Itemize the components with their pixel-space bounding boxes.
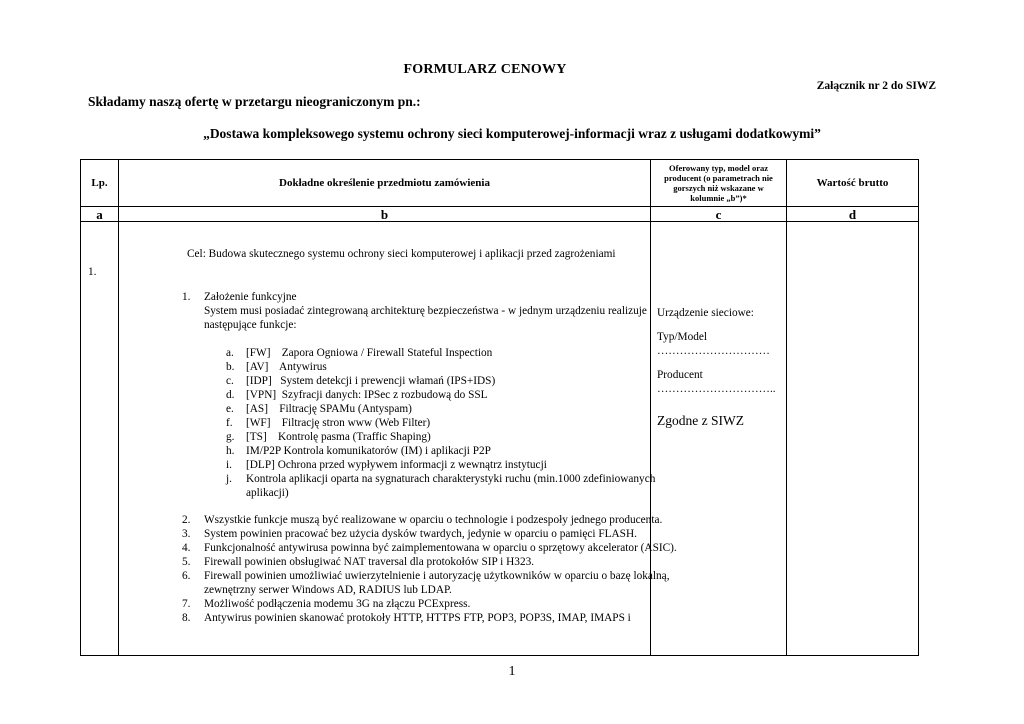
function-text: [DLP] Ochrona przed wypływem informacji z wewnątrz instytucji	[246, 459, 547, 471]
requirement-text: System powinien pracować bez użycia dysków twardych, jedynie w oparciu o pamięci FLASH.	[204, 528, 637, 540]
row-description-cell	[119, 222, 677, 656]
function-text: Kontrola aplikacji oparta na sygnaturach charakterystyki ruchu (min.1000 zdefiniowanych aplikacji)	[246, 473, 659, 499]
header-gross-value: Wartość brutto	[787, 160, 919, 207]
function-letter: i.	[226, 459, 232, 471]
function-letter: c.	[226, 375, 234, 387]
requirement-text: Wszystkie funkcje muszą być realizowane w oparciu o technologie i podzespoły jednego producenta.	[204, 514, 663, 526]
letter-d: d	[787, 207, 919, 222]
function-item	[226, 388, 682, 402]
function-letter: h.	[226, 445, 235, 457]
function-item	[226, 458, 682, 472]
function-text: [VPN] Szyfracji danych: IPSec z rozbudową do SSL	[246, 389, 488, 401]
function-text: [WF] Filtrację stron www (Web Filter)	[246, 417, 431, 429]
type-model-label: Typ/Model	[657, 331, 708, 343]
header-offered-model: Oferowany typ, model oraz producent (o parametrach nie gorszych niż wskazane w kolumnie „b”)*	[651, 160, 787, 207]
form-title: FORMULARZ CENOWY	[403, 62, 567, 77]
function-text: [IDP] System detekcji i prewencji włamań (IPS+IDS)	[246, 375, 496, 387]
function-letter: g.	[226, 431, 235, 443]
table-row	[81, 222, 919, 656]
requirement-number: 8.	[182, 612, 191, 624]
function-letter: d.	[226, 389, 235, 401]
compliance-text: Zgodne z SIWZ	[657, 413, 744, 428]
func-number: 1.	[182, 291, 191, 303]
producer-field: …………………………..	[657, 383, 776, 395]
functions-list	[226, 346, 682, 500]
requirement-item	[182, 597, 702, 611]
price-table	[80, 159, 919, 656]
function-text: [TS] Kontrolę pasma (Traffic Shaping)	[246, 431, 431, 443]
function-text: [AV] Antywirus	[246, 361, 327, 373]
requirement-text: Możliwość podłączenia modemu 3G na złączu PCExpress.	[204, 598, 471, 610]
table-header-row	[81, 160, 919, 207]
function-letter: b.	[226, 361, 235, 373]
requirement-item	[182, 513, 702, 527]
function-text: IM/P2P Kontrola komunikatorów (IM) i aplikacji P2P	[246, 445, 491, 457]
function-letter: f.	[226, 417, 233, 429]
goal-text: Cel: Budowa skutecznego systemu ochrony sieci komputerowej i aplikacji przed zagrożeniami	[187, 248, 616, 260]
type-model-field: …………………………	[657, 345, 770, 357]
letter-a: a	[81, 207, 119, 222]
function-text: [AS] Filtrację SPAMu (Antyspam)	[246, 403, 412, 415]
letter-b: b	[119, 207, 651, 222]
annex-label: Załącznik nr 2 do SIWZ	[816, 80, 936, 92]
function-item	[226, 374, 682, 388]
row-value-cell	[787, 222, 919, 656]
requirement-text: Firewall powinien umożliwiać uwierzytelnienie i autoryzację użytkowników w oparciu o bazę lokalną, zewnętrzny serwer Windows AD, RADIUS lub LDAP.	[204, 570, 670, 596]
tender-subject: „Dostawa kompleksowego systemu ochrony sieci komputerowej-informacji wraz z usługami dodatkowymi”	[203, 126, 821, 141]
device-label: Urządzenie sieciowe:	[657, 307, 754, 319]
requirement-number: 7.	[182, 598, 191, 610]
row-offer-cell	[651, 222, 787, 656]
column-letters-row	[81, 207, 919, 222]
func-description: System musi posiadać zintegrowaną architekturę bezpieczeństwa - w jednym urządzeniu realizuje następujące funkcje:	[204, 305, 647, 331]
requirement-item	[182, 611, 702, 625]
function-letter: a.	[226, 347, 234, 359]
header-description: Dokładne określenie przedmiotu zamówienia	[119, 160, 651, 207]
producer-label: Producent	[657, 369, 703, 381]
requirement-number: 2.	[182, 514, 191, 526]
function-item	[226, 402, 682, 416]
function-item	[226, 346, 682, 360]
requirement-number: 5.	[182, 556, 191, 568]
function-letter: e.	[226, 403, 234, 415]
function-item	[226, 472, 682, 500]
page-number: 1	[508, 664, 516, 679]
letter-c: c	[651, 207, 787, 222]
function-letter: j.	[226, 473, 232, 485]
requirement-text: Funkcjonalność antywirusa powinna być zaimplementowana w oparciu o sprzętowy akcelerator (ASIC).	[204, 542, 677, 554]
function-item	[226, 430, 682, 444]
requirement-number: 4.	[182, 542, 191, 554]
func-title: Założenie funkcyjne	[204, 291, 297, 303]
offer-statement: Składamy naszą ofertę w przetargu nieograniczonym pn.:	[88, 94, 421, 109]
requirement-number: 6.	[182, 570, 191, 582]
requirement-item	[182, 527, 702, 541]
requirement-text: Firewall powinien obsługiwać NAT traversal dla protokołów SIP i H323.	[204, 556, 535, 568]
functional-assumption	[182, 290, 682, 500]
requirement-item	[182, 569, 702, 597]
header-lp: Lp.	[81, 160, 119, 207]
function-item	[226, 416, 682, 430]
requirement-text: Antywirus powinien skanować protokoły HTTP, HTTPS FTP, POP3, POP3S, IMAP, IMAPS i	[204, 612, 631, 624]
requirement-number: 3.	[182, 528, 191, 540]
function-item	[226, 360, 682, 374]
requirements-list	[182, 513, 702, 625]
requirement-item	[182, 555, 702, 569]
requirement-item	[182, 541, 702, 555]
function-item	[226, 444, 682, 458]
function-text: [FW] Zapora Ogniowa / Firewall Stateful Inspection	[246, 347, 493, 359]
row-number: 1.	[88, 266, 97, 278]
row-lp-cell	[81, 222, 119, 656]
